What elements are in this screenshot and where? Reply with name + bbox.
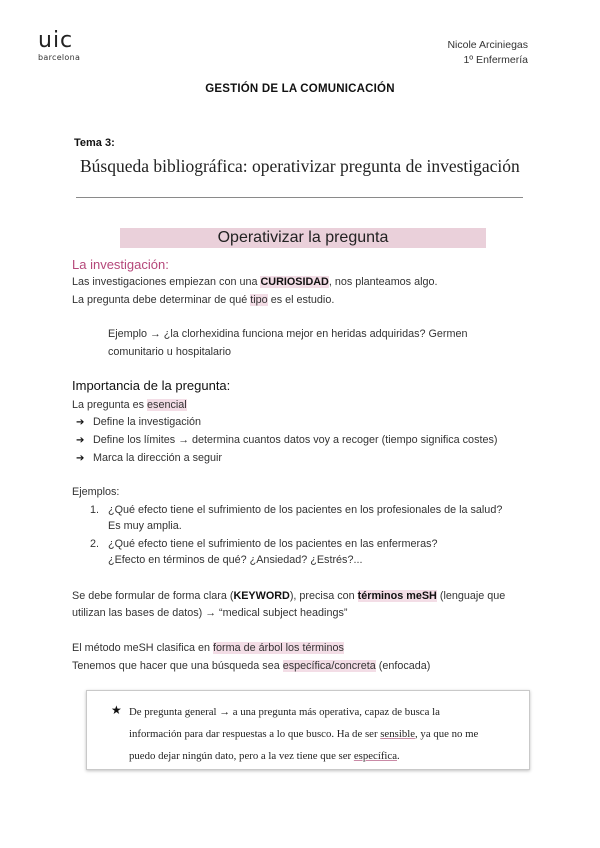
document-title: GESTIÓN DE LA COMUNICACIÓN xyxy=(205,83,395,95)
underline-sensible: sensible xyxy=(380,728,416,740)
highlight-esencial: esencial xyxy=(147,399,187,411)
list-item: 2. ¿Qué efecto tiene el sufrimiento de los pacientes en las enfermeras? ¿Efecto en términos de qué? ¿Ansiedad? ¿Estrés?... xyxy=(90,538,438,566)
topic-label: Tema 3: xyxy=(74,137,115,149)
paragraph-line: Se debe formular de forma clara (KEYWORD), precisa con términos meSH (lenguaje que xyxy=(72,590,506,602)
arrow-bullet-icon: ➔ xyxy=(76,453,85,464)
note-text: De pregunta general → a una pregunta más operativa, capaz de busca la información para dar respuestas a lo que busco. Ha de ser sensible, ya que no me puedo dejar ningún dato, pero a la vez tiene que ser específica. xyxy=(129,706,479,762)
paragraph-line: utilizan las bases de datos) → “medical subject headings” xyxy=(72,607,348,619)
highlight-terminos-mesh: términos meSH xyxy=(357,590,437,602)
bullet-item: ➔ Marca la dirección a seguir xyxy=(76,449,222,468)
author-course: 1º Enfermería xyxy=(463,54,528,66)
example-line: Ejemplo → ¿la clorhexidina funciona mejor en heridas adquiridas? Germen xyxy=(108,328,468,340)
author-name: Nicole Arciniegas xyxy=(447,39,528,51)
highlight-tipo: tipo xyxy=(250,294,268,306)
paragraph-line: La pregunta es esencial xyxy=(72,399,187,411)
note-callout xyxy=(86,690,530,770)
highlight-curiosidad: CURIOSIDAD xyxy=(260,276,329,288)
examples-label: Ejemplos: xyxy=(72,486,120,498)
uic-logo xyxy=(38,30,80,62)
paragraph-line: Tenemos que hacer que una búsqueda sea específica/concreta (enfocada) xyxy=(72,660,431,672)
star-icon: ★ xyxy=(111,703,122,717)
heading-importancia: Importancia de la pregunta: xyxy=(72,378,231,393)
paragraph-line: La pregunta debe determinar de qué tipo es el estudio. xyxy=(72,294,335,306)
topic-title: Búsqueda bibliográfica: operativizar pregunta de investigación xyxy=(80,156,520,176)
section-banner: Operativizar la pregunta xyxy=(120,228,486,248)
arrow-bullet-icon: ➔ xyxy=(76,417,85,428)
heading-investigacion: La investigación: xyxy=(72,257,169,272)
logo-subtitle: barcelona xyxy=(38,53,81,62)
bullet-item: ➔ Define los límites → determina cuantos datos voy a recoger (tiempo significa costes) xyxy=(76,431,497,450)
divider xyxy=(76,197,523,198)
bullet-item: ➔ Define la investigación xyxy=(76,413,201,432)
underline-especifica: específica xyxy=(353,750,398,762)
highlight-forma-arbol: forma de árbol los términos xyxy=(213,642,344,654)
paragraph-line: Las investigaciones empiezan con una CURIOSIDAD, nos planteamos algo. xyxy=(72,276,438,288)
author-block xyxy=(447,38,528,68)
example-line: comunitario u hospitalario xyxy=(108,346,232,358)
logo-mark: uic xyxy=(38,28,74,53)
arrow-bullet-icon: ➔ xyxy=(76,435,85,446)
highlight-especifica: específica/concreta xyxy=(282,660,376,672)
paragraph-line: El método meSH clasifica en forma de árbol los términos xyxy=(72,642,344,654)
list-item: 1. ¿Qué efecto tiene el sufrimiento de los pacientes en los profesionales de la salud? Es muy amplia. xyxy=(90,504,503,532)
